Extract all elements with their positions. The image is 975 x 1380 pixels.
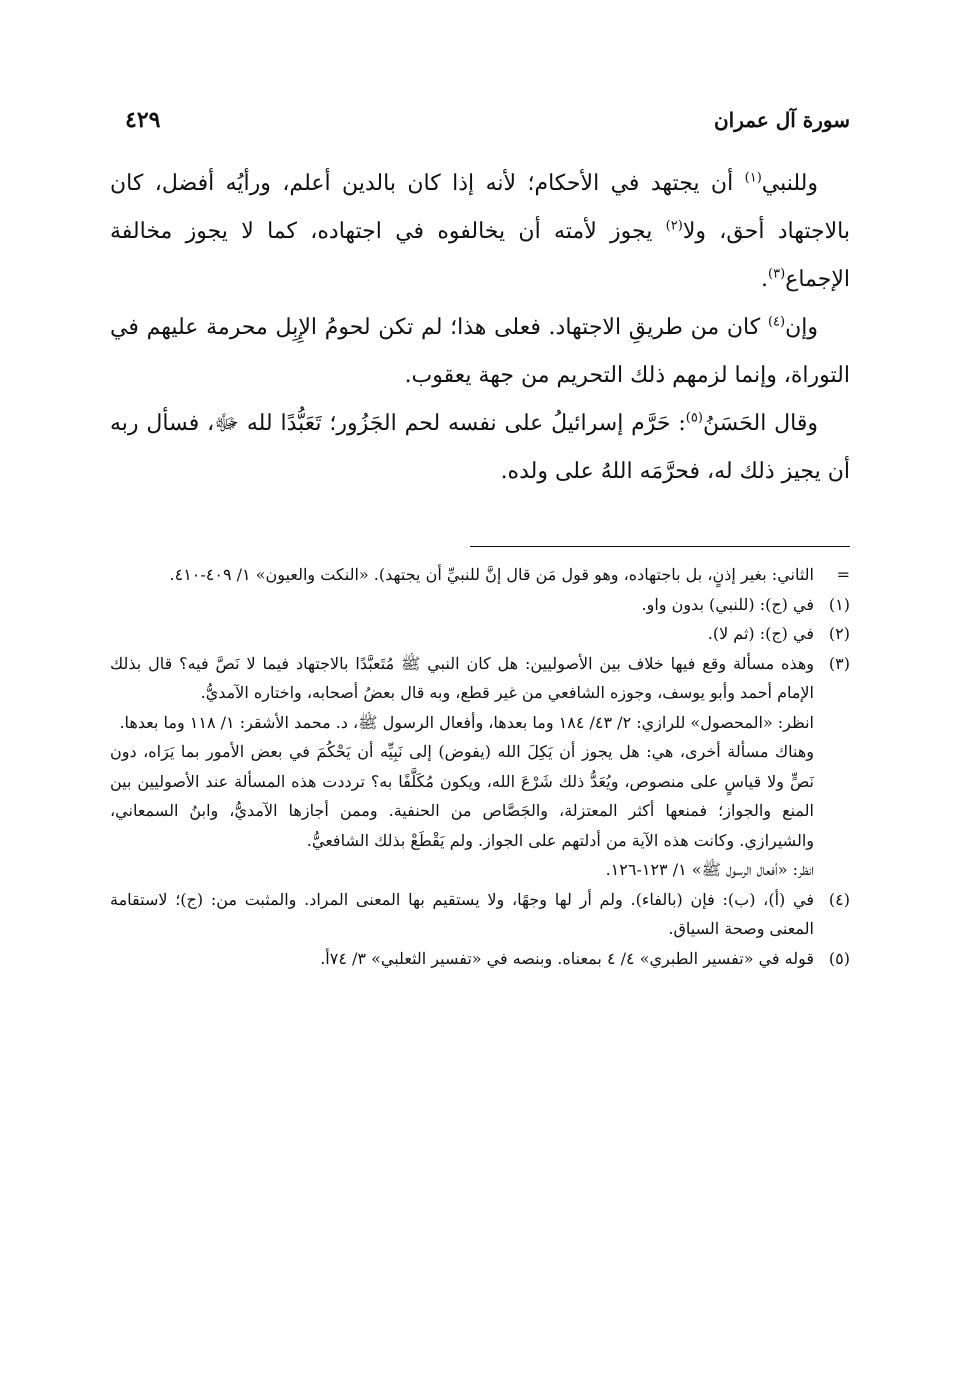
footnote-4	[110, 885, 850, 944]
footnotes	[110, 560, 850, 973]
footnote-3	[110, 649, 850, 885]
footnote-number: (٣)	[828, 653, 850, 673]
footnote-ref-5[interactable]: (٥)	[685, 410, 703, 426]
footnote-text: وهذه مسألة وقع فيها خلاف بين الأصوليين: هل كان النبي ﷺ مُتَعبَّدًا بالاجتهاد فيما لا نَصَّ فيه؟ قال بذلك الإمام أحمد وأبو يوسف، وجوزه الشافعي من غير قطع، وبه قال بعضُ أصحابه، واختاره الآمديُّ.	[110, 653, 814, 702]
main-text	[110, 160, 850, 496]
surah-title: سورة آل عمران	[713, 108, 850, 132]
footnote-ref-3[interactable]: (٣)	[768, 266, 786, 282]
footnote-text: قوله في «تفسير الطبري» ٤/ ٤ بمعناه. وبنصه في «تفسير الثعلبي» ٣/ ٧٤أ.	[320, 948, 814, 968]
footnote-body	[110, 649, 814, 885]
page-header	[125, 100, 850, 140]
paragraph-1: وللنبي$^{(١)}$ أن يجتهد في الأحكام؛ لأنه إذا كان بالدين أعلم، ورأيُه أفضل، كان بالاجتهاد أحق، ولا$^{(٢)}$ يجوز لأمته أن يخالفوه في اجتهاده، كما لا يجوز مخالفة الإجماع$^{(٣)}$.	[110, 170, 850, 292]
footnote-ref-2[interactable]: (٢)	[665, 218, 683, 234]
footnote-continuation	[110, 560, 850, 590]
footnote-1	[110, 590, 850, 620]
footnote-ref-1[interactable]: (١)	[744, 170, 762, 186]
footnote-number: (٤)	[828, 889, 850, 909]
page-number: ٤٢٩	[125, 107, 161, 133]
footnote-number: (١)	[828, 594, 850, 614]
footnote-text: انظر: «المحصول» للرازي: ٢/ ٤٣/ ١٨٤ وما بعدها، وأفعال الرسول ﷺ، د. محمد الأشقر: ١/ ١١٨ وما بعدها.	[119, 712, 814, 732]
footnote-separator	[470, 546, 850, 547]
footnote-text: الثاني: بغير إذنٍ، بل باجتهاده، وهو قول مَن قال إنَّ للنبيِّ أن يجتهد). «النكت والعيون» ١/ ٤٠٩-٤١٠.	[169, 565, 814, 584]
footnote-5	[110, 944, 850, 974]
footnote-ref-4[interactable]: (٤)	[767, 314, 786, 330]
footnote-text: وهناك مسألة أخرى، هي: هل يجوز أن يَكِلَ الله (يفوض) إلى نَبِيِّه أن يَحْكُمَ في بعض الأمور بما يَرَاه، دون نَصٍّ ولا قياسٍ على منصوص، ويُعَدُّ ذلك شَرْعَ الله، ويكون مُكَلَّفًا به؟ ترددت هذه المسألة عند الأصوليين بين المنع والجواز؛ فمنعها أكثر المعتزلة، والجَصَّاص من الحنفية. وممن أجازها الآمديُّ، وابنُ السمعاني، والشيرازي. وكانت هذه الآية من أدلتهم على الجواز. ولم يَقْطَعْ بذلك الشافعيُّ.	[110, 742, 814, 850]
footnote-text: في (ج): (للنبي) بدون واو.	[641, 594, 814, 614]
paragraph-2: وإن$^{(٤)}$ كان من طريقِ الاجتهاد. فعلى هذا؛ لم تكن لحومُ الإِبِل محرمة عليهم في التوراة، وإنما لزمهم ذلك التحريم من جهة يعقوب.	[110, 314, 850, 388]
footnote-number: (٢)	[828, 624, 850, 643]
footnote-2	[110, 619, 850, 649]
continuation-marker: =	[836, 565, 850, 584]
footnote-text: في (ج): (ثم لا).	[707, 624, 814, 643]
footnote-text: في (أ)، (ب): فإن (بالفاء). ولم أر لها وجهًا، ولا يستقيم بها المعنى المراد. والمثبت من: (ج)؛ لاستقامة المعنى وصحة السياق.	[110, 889, 814, 938]
footnote-number: (٥)	[828, 948, 850, 968]
footnote-text: انظر: «أفعال الرسول ﷺ» ١/ ١٢٣-١٢٦.	[605, 860, 814, 879]
paragraph-3: وقال الحَسَنُ$^{(٥)}$: حَرَّم إسرائيلُ على نفسه لحم الجَزُور؛ تَعَبُّدًا لله ﷻ، فسأل ربه أن يجيز ذلك له، فحرَّمَه اللهُ على ولده.	[110, 410, 850, 484]
